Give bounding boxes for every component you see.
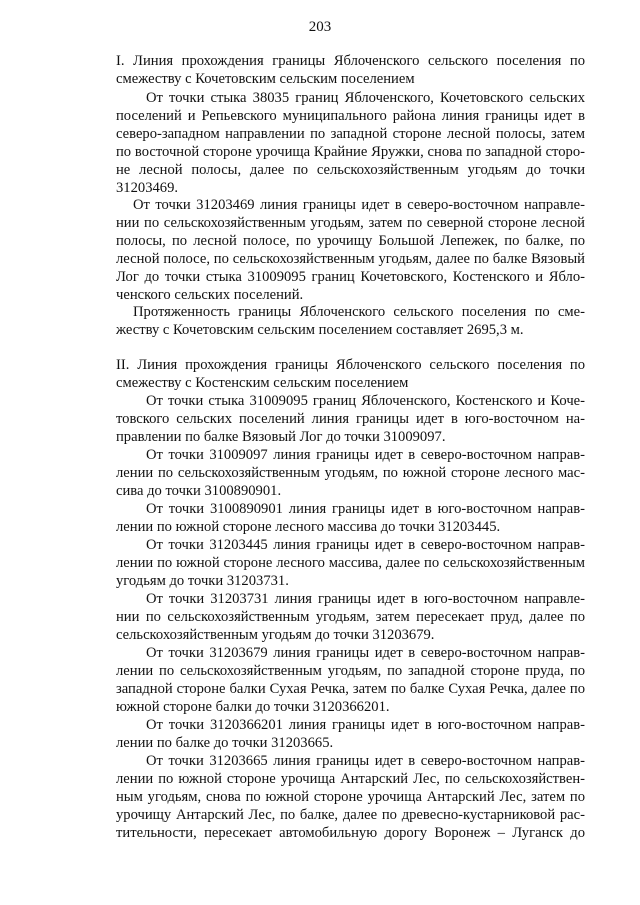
- paragraph-line: лении по балке до точки 31203665.: [116, 735, 334, 751]
- paragraph-line: Протяженность границы Яблоченского сельского поселения по сме-: [133, 304, 585, 320]
- paragraph-line: лении по сельскохозяйственным угодьям, по западной стороне пруда, по: [116, 663, 585, 679]
- paragraph-line: полосы, по лесной полосе, по урочищу Большой Лепежек, по балке, по: [116, 233, 585, 249]
- paragraph-line: лесной полосе, по сельскохозяйственным угодьям, далее по балке Вязовый: [116, 251, 585, 267]
- page-number: 203: [308, 19, 332, 35]
- paragraph-line: 31203469.: [116, 180, 179, 196]
- paragraph-line: От точки 31009097 линия границы идет в северо-восточном направ-: [146, 447, 585, 463]
- paragraph-line: не лесной полосы, далее по сельскохозяйственным угодьям до точки: [116, 162, 585, 178]
- paragraph-line: урочищу Антарский Лес, по балке, далее по древесно-кустарниковой рас-: [116, 807, 585, 823]
- paragraph-line: нии по сельскохозяйственным угодьям, затем пересекает пруд, далее по: [116, 609, 585, 625]
- paragraph-line: лении по южной стороне урочища Антарский Лес, по сельскохозяйствен-: [116, 771, 585, 787]
- paragraph-line: северо-западном направлении по западной стороне лесной полосы, затем: [116, 126, 585, 142]
- paragraph-line: жеству с Кочетовским сельским поселением составляет 2695,3 м.: [116, 322, 524, 338]
- paragraph-line: тительности, пересекает автомобильную дорогу Воронеж – Луганск до: [116, 825, 585, 841]
- paragraph-line: От точки 3120366201 линия границы идет в юго-восточном направ-: [146, 717, 585, 733]
- paragraph-line: лении по южной стороне лесного массива, далее по сельскохозяйственным: [116, 555, 585, 571]
- paragraph-line: ным угодьям, снова по южной стороне урочища Антарский Лес, затем по: [116, 789, 585, 805]
- paragraph-line: поселений и Репьевского муниципального района линия границы идет в: [116, 108, 585, 124]
- paragraph-line: южной стороне балки до точки 3120366201.: [116, 699, 390, 715]
- section-2-heading-line-2: смежеству с Костенским сельским поселением: [116, 375, 409, 391]
- paragraph-line: От точки 31203445 линия границы идет в северо-восточном направ-: [146, 537, 585, 553]
- paragraph-line: нии по сельскохозяйственным угодьям, затем по северной стороне лесной: [116, 215, 585, 231]
- paragraph-line: правлении по балке Вязовый Лог до точки 31009097.: [116, 429, 446, 445]
- section-2-heading-line-1: II. Линия прохождения границы Яблоченского сельского поселения по: [116, 357, 585, 373]
- paragraph-line: От точки стыка 31009095 границ Яблоченского, Костенского и Коче-: [146, 393, 585, 409]
- paragraph-line: западной стороне балки Сухая Речка, затем по балке Сухая Речка, далее по: [116, 681, 585, 697]
- paragraph-line: сива до точки 3100890901.: [116, 483, 282, 499]
- paragraph-line: товского сельских поселений линия границы идет в юго-восточном на-: [116, 411, 585, 427]
- paragraph-line: Лог до точки стыка 31009095 границ Кочетовского, Костенского и Ябло-: [116, 269, 585, 285]
- paragraph-line: От точки 31203469 линия границы идет в северо-восточном направле-: [133, 197, 585, 213]
- paragraph-line: ченского сельских поселений.: [116, 287, 304, 303]
- paragraph-line: От точки 31203665 линия границы идет в северо-восточном направ-: [146, 753, 585, 769]
- paragraph-line: сельскохозяйственным угодьям до точки 31203679.: [116, 627, 435, 643]
- paragraph-line: От точки стыка 38035 границ Яблоченского, Кочетовского сельских: [146, 90, 585, 106]
- paragraph-line: От точки 31203731 линия границы идет в юго-восточном направле-: [146, 591, 585, 607]
- paragraph-line: От точки 31203679 линия границы идет в северо-восточном направ-: [146, 645, 585, 661]
- paragraph-line: лении по южной стороне лесного массива до точки 31203445.: [116, 519, 501, 535]
- section-1-heading-line-1: I. Линия прохождения границы Яблоченского сельского поселения по: [116, 53, 585, 69]
- paragraph-line: лении по сельскохозяйственным угодьям, по южной стороне лесного мас-: [116, 465, 585, 481]
- paragraph-line: по восточной стороне урочища Крайние Яружки, снова по западной сторо-: [116, 144, 585, 160]
- paragraph-line: угодьям до точки 31203731.: [116, 573, 289, 589]
- section-1-heading-line-2: смежеству с Кочетовским сельским поселением: [116, 71, 415, 87]
- paragraph-line: От точки 3100890901 линия границы идет в юго-восточном направ-: [146, 501, 585, 517]
